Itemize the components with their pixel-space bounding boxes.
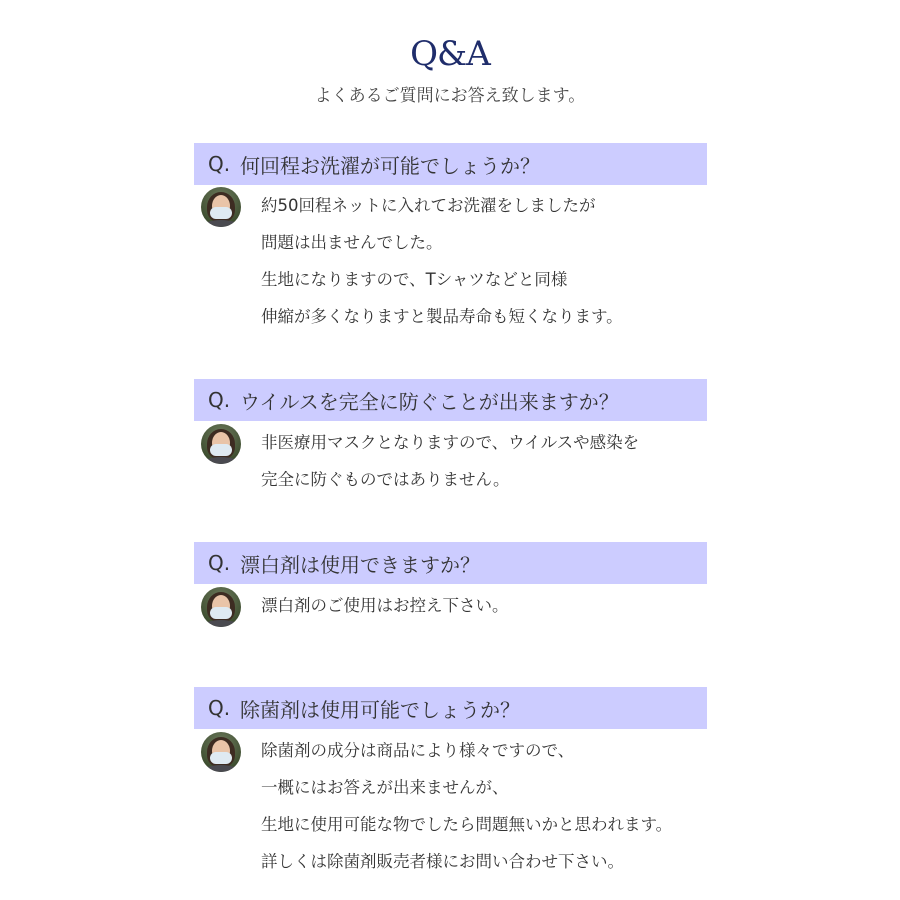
answer-line: 完全に防ぐものではありません。 xyxy=(261,470,510,489)
answer-text xyxy=(261,187,707,335)
answer-line: 非医療用マスクとなりますので、ウイルスや感染を xyxy=(261,433,640,452)
answer-line: 問題は出ませんでした。 xyxy=(261,233,443,252)
answer-line: 生地に使用可能な物でしたら問題無いかと思われます。 xyxy=(261,815,673,834)
question-text: 除菌剤は使用可能でしょうか？ xyxy=(240,697,520,722)
answer-row xyxy=(194,187,707,335)
answer-line: 生地になりますので、Tシャツなどと同様 xyxy=(261,270,568,289)
answer-line: 漂白剤のご使用はお控え下さい。 xyxy=(261,596,509,615)
staff-avatar-icon xyxy=(201,732,241,772)
question-prefix: Q. xyxy=(208,696,231,720)
answer-line: 一概にはお答えが出来ませんが、 xyxy=(261,778,509,797)
question-text: 何回程お洗濯が可能でしょうか？ xyxy=(240,153,540,178)
answer-row xyxy=(194,587,707,624)
answer-text xyxy=(261,732,707,880)
answer-row xyxy=(194,424,707,498)
answer-text xyxy=(261,587,707,624)
answer-line: 伸縮が多くなりますと製品寿命も短くなります。 xyxy=(261,307,623,326)
answer-line: 詳しくは除菌剤販売者様にお問い合わせ下さい。 xyxy=(261,852,624,871)
question-text: ウイルスを完全に防ぐことが出来ますか？ xyxy=(240,389,619,414)
answer-line: 約50回程ネットに入れてお洗濯をしましたが xyxy=(261,196,596,215)
question-bar xyxy=(194,687,707,729)
page-title: Q&A xyxy=(410,34,490,74)
answer-line: 除菌剤の成分は商品により様々ですので、 xyxy=(261,741,575,760)
question-bar xyxy=(194,379,707,421)
staff-avatar-icon xyxy=(201,587,241,627)
qa-item-disinfectant xyxy=(194,687,707,880)
question-prefix: Q. xyxy=(208,551,231,575)
page-subtitle: よくあるご質問にお答え致します。 xyxy=(314,86,586,106)
qa-item-virus xyxy=(194,379,707,498)
qa-item-washing xyxy=(194,143,707,335)
question-text: 漂白剤は使用できますか？ xyxy=(240,552,480,577)
question-bar xyxy=(194,143,707,185)
staff-avatar-icon xyxy=(201,187,241,227)
staff-avatar-icon xyxy=(201,424,241,464)
question-bar xyxy=(194,542,707,584)
question-prefix: Q. xyxy=(208,388,231,412)
answer-text xyxy=(261,424,707,498)
answer-row xyxy=(194,732,707,880)
question-prefix: Q. xyxy=(208,152,231,176)
qa-item-bleach xyxy=(194,542,707,624)
